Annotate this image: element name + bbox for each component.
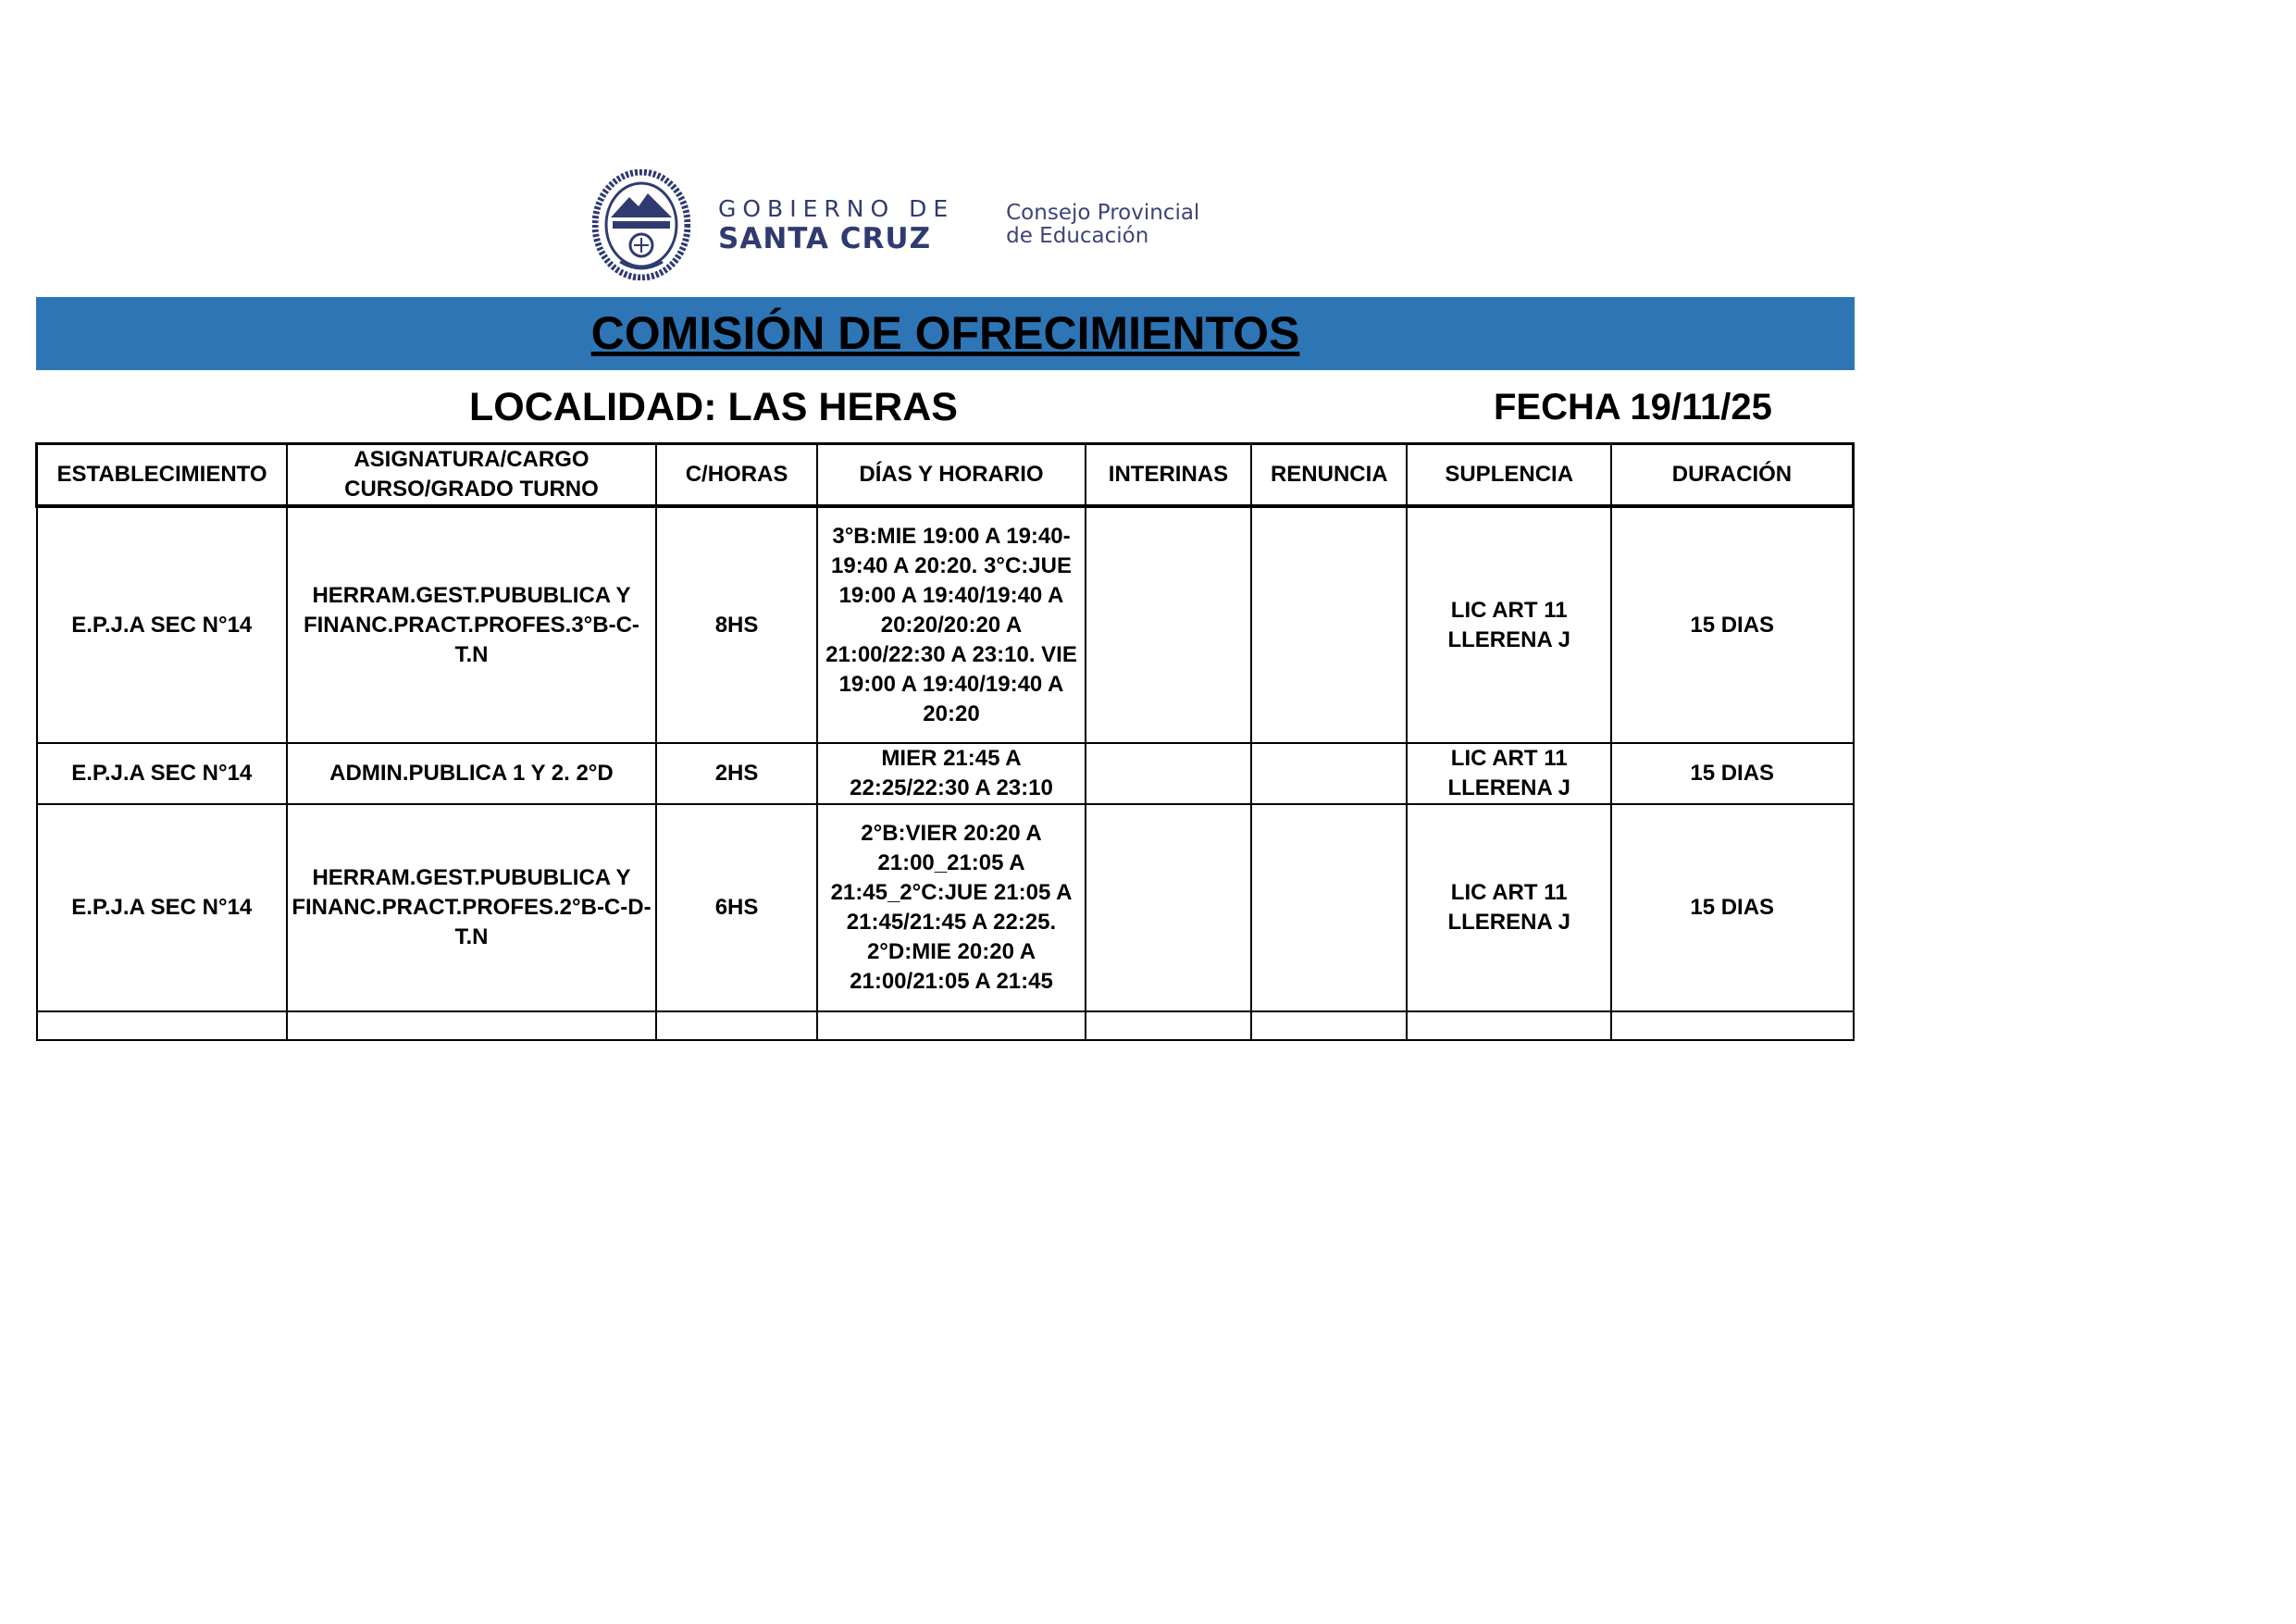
cell-interinas	[1086, 1011, 1251, 1040]
cell-renuncia	[1251, 804, 1407, 1011]
cell-renuncia	[1251, 506, 1407, 743]
cell-establecimiento: E.P.J.A SEC N°14	[37, 743, 288, 804]
localidad-label: LOCALIDAD: LAS HERAS	[469, 385, 958, 429]
table-row	[37, 804, 1854, 1011]
cell-renuncia	[1251, 1011, 1407, 1040]
col-header-asignatura: ASIGNATURA/CARGO CURSO/GRADO TURNO	[287, 444, 656, 507]
cell-duracion: 15 DIAS	[1611, 743, 1854, 804]
consejo-line2: de Educación	[1006, 224, 1149, 248]
table-row	[37, 506, 1854, 743]
cell-horario: 2°B:VIER 20:20 A 21:00_21:05 A 21:45_2°C:JUE 21:05 A 21:45/21:45 A 22:25. 2°D:MIE 20:20 A 21:00/21:05 A 21:45	[817, 804, 1086, 1011]
col-header-horario: DÍAS Y HORARIO	[817, 444, 1086, 507]
header-logo-block	[592, 168, 1199, 281]
cell-asignatura: ADMIN.PUBLICA 1 Y 2. 2°D	[287, 743, 656, 804]
table-header-row	[37, 444, 1854, 507]
col-header-suplencia: SUPLENCIA	[1407, 444, 1610, 507]
santa-cruz-seal-icon	[592, 169, 690, 280]
cell-interinas	[1086, 506, 1251, 743]
gov-line2: SANTA CRUZ	[718, 222, 932, 255]
cell-horas: 8HS	[656, 506, 817, 743]
col-header-establecimiento: ESTABLECIMIENTO	[37, 444, 288, 507]
cell-horas: 6HS	[656, 804, 817, 1011]
cell-interinas	[1086, 743, 1251, 804]
page-title: COMISIÓN DE OFRECIMIENTOS	[590, 307, 1300, 359]
gov-line1: GOBIERNO DE	[718, 195, 955, 222]
ofrecimientos-table	[35, 442, 1855, 1041]
cell-horas	[656, 1011, 817, 1040]
cell-horario	[817, 1011, 1086, 1040]
col-header-horas: C/HORAS	[656, 444, 817, 507]
consejo-wordmark	[1006, 202, 1199, 248]
cell-horas: 2HS	[656, 743, 817, 804]
cell-renuncia	[1251, 743, 1407, 804]
fecha-label: FECHA 19/11/25	[1494, 387, 1772, 428]
cell-establecimiento: E.P.J.A SEC N°14	[37, 506, 288, 743]
col-header-renuncia: RENUNCIA	[1251, 444, 1407, 507]
cell-suplencia: LIC ART 11 LLERENA J	[1407, 743, 1610, 804]
cell-asignatura: HERRAM.GEST.PUBUBLICA Y FINANC.PRACT.PROFES.2°B-C-D-T.N	[287, 804, 656, 1011]
col-header-duracion: DURACIÓN	[1611, 444, 1854, 507]
cell-duracion: 15 DIAS	[1611, 506, 1854, 743]
cell-interinas	[1086, 804, 1251, 1011]
table-row	[37, 743, 1854, 804]
consejo-line1: Consejo Provincial	[1006, 201, 1200, 225]
cell-establecimiento: E.P.J.A SEC N°14	[37, 804, 288, 1011]
cell-horario: 3°B:MIE 19:00 A 19:40-19:40 A 20:20. 3°C:JUE 19:00 A 19:40/19:40 A 20:20/20:20 A 21:00/22:30 A 23:10. VIE 19:00 A 19:40/19:40 A 20:20	[817, 506, 1086, 743]
cell-duracion: 15 DIAS	[1611, 804, 1854, 1011]
title-banner	[36, 297, 1855, 370]
table-row	[37, 1011, 1854, 1040]
cell-suplencia	[1407, 1011, 1610, 1040]
gobierno-wordmark	[718, 195, 954, 254]
cell-asignatura	[287, 1011, 656, 1040]
cell-suplencia: LIC ART 11 LLERENA J	[1407, 506, 1610, 743]
cell-suplencia: LIC ART 11 LLERENA J	[1407, 804, 1610, 1011]
col-header-interinas: INTERINAS	[1086, 444, 1251, 507]
cell-asignatura: HERRAM.GEST.PUBUBLICA Y FINANC.PRACT.PROFES.3°B-C-T.N	[287, 506, 656, 743]
cell-horario: MIER 21:45 A 22:25/22:30 A 23:10	[817, 743, 1086, 804]
cell-establecimiento	[37, 1011, 288, 1040]
cell-duracion	[1611, 1011, 1854, 1040]
